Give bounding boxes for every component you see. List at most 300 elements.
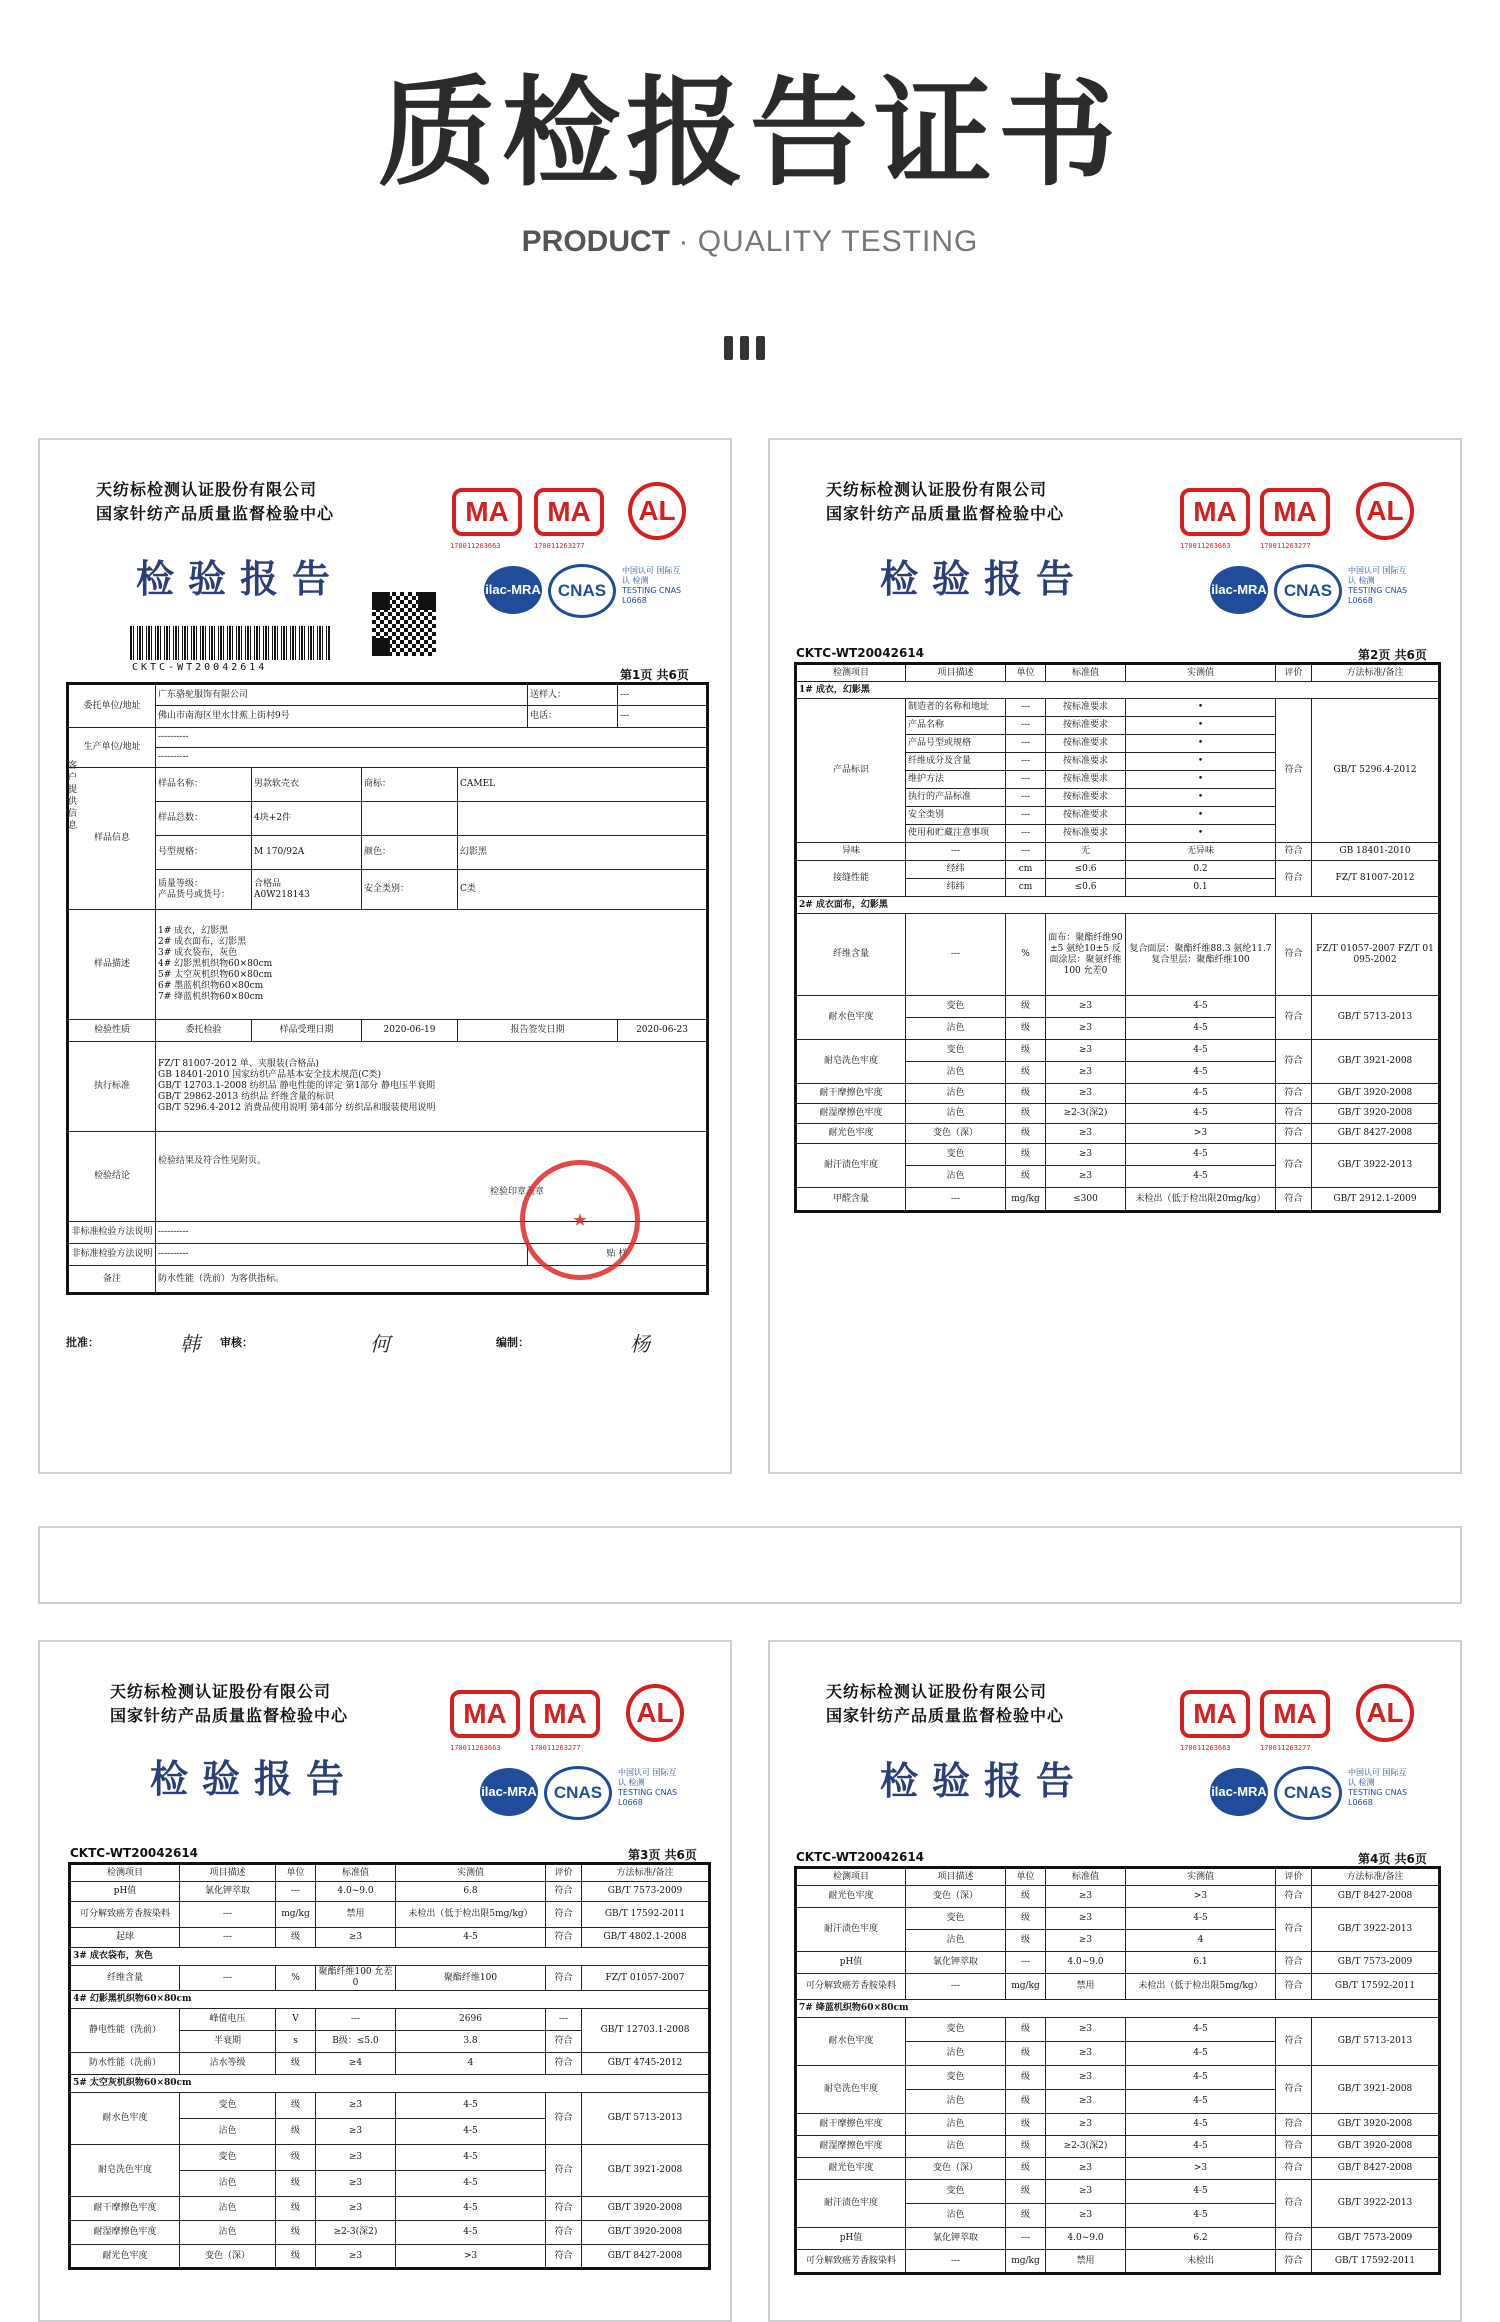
cell: 符合 [1276,2180,1312,2228]
cell: 4-5 [396,2145,546,2171]
cell: 沾色 [906,2204,1006,2228]
cell: 符合 [1276,2114,1312,2136]
cell: 禁用 [1046,1974,1126,2000]
cell: 级 [276,2197,316,2221]
cell: 级 [1006,1062,1046,1084]
subtitle-quality: QUALITY TESTING [697,225,979,258]
cell: 未检出 [1126,2250,1276,2274]
safety-value: C类 [458,870,708,910]
label-row: 安全类别 [906,807,1006,825]
section-row: 3# 成衣袋布，灰色 [70,1948,710,1966]
cell: 沾色 [906,2114,1006,2136]
table-row: 耐汗渍色牢度 [796,1908,906,1952]
fastness-row: 耐光色牢度 [796,1124,906,1144]
cnas-logo: CNAS [1274,1766,1342,1820]
cell: --- [1006,789,1046,807]
cma-logo-2: MA [530,1690,600,1738]
report-table [68,1862,711,2270]
divider-bars [724,336,772,364]
cell: 级 [1006,1084,1046,1104]
client-name: 广东骆驼服饰有限公司 [156,684,528,706]
cell: 符合 [1276,843,1312,861]
std-lines: FZ/T 81007-2012 单、夹服装(合格品) GB 18401-2010 国家纺织产品基本安全技术规范(C类) GB/T 12703.1-2008 纺织品 静电性能的评定 第1部分 静电压半衰期 GB/T 29862-2013 纺织品 纤维含量的标识 GB/T 5296.4-2012 消费品使用说明 第4部分 纺织品和服装使用说明 [156,1042,708,1132]
cell: 未检出（低于检出限5mg/kg） [1126,1974,1276,2000]
cell: ≥3 [316,2171,396,2197]
cell: --- [1006,2228,1046,2250]
cnas-note: 中国认可 国际互认 检测 TESTING CNAS L0668 [622,566,682,605]
cnas-note: 中国认可 国际互认 检测 TESTING CNAS L0668 [618,1768,678,1807]
cell: 级 [1006,2136,1046,2158]
cma-logo: MA [450,1690,520,1738]
cell: mg/kg [276,1902,316,1928]
cell: 变色 [906,996,1006,1018]
cma-logo: MA [1180,488,1250,536]
approve-signature: 韩 [180,1332,200,1356]
name-label: 样品名称： [156,768,252,802]
cma-number-2: 170011263277 [530,1744,581,1752]
cell: 级 [276,2119,316,2145]
cell: 级 [1006,2042,1046,2066]
cell: GB/T 5296.4-2012 [1312,699,1440,843]
cnas-logo: CNAS [1274,564,1342,618]
cell: 级 [1006,2180,1046,2204]
cell: ≥3 [1046,2158,1126,2180]
cell: 4-5 [1126,2204,1276,2228]
cell: 符合 [546,1966,582,1991]
barcode-text: CKTC-WT20042614 [132,662,268,673]
safety-label: 安全类别： [362,870,458,910]
nature-label: 检验性质 [68,1020,156,1042]
cell: 级 [276,2093,316,2119]
fastness-row: 耐汗渍色牢度 [796,1144,906,1188]
label-row: 使用和贮藏注意事项 [906,825,1006,843]
remark-value: 防水性能（洗前）为客供指标。 [156,1266,708,1294]
cell: 变色 [906,1908,1006,1930]
cell: 沾色 [906,2090,1006,2114]
barcode-icon [130,626,330,660]
subtitle-product: PRODUCT [521,225,671,258]
cell: 0.1 [1126,879,1276,897]
cell: --- [906,1974,1006,2000]
cell: >3 [396,2245,546,2269]
cell: 符合 [1276,1084,1312,1104]
cell: 符合 [1276,1188,1312,1212]
cell: 按标准要求 [1046,807,1126,825]
cell: ≥3 [316,2197,396,2221]
cal-logo: AL [1356,1684,1414,1742]
cell: ≥3 [316,2245,396,2269]
report-page-2 [768,438,1462,1474]
cell: GB/T 7573-2009 [1312,2228,1440,2250]
cell: 变色 [906,1040,1006,1062]
cell: ≥3 [1046,2066,1126,2090]
cell: >3 [1126,2158,1276,2180]
cell: 符合 [1276,2018,1312,2066]
cell: --- [1006,1952,1046,1974]
cell: GB/T 8427-2008 [582,2245,710,2269]
cell: 4-5 [1126,1084,1276,1104]
report-number: CKTC-WT20042614 [70,1846,199,1860]
cal-logo: AL [626,1684,684,1742]
cell: 符合 [1276,2136,1312,2158]
cell: 级 [1006,1930,1046,1952]
maker-value: ---------- [156,728,708,748]
table-row: 可分解致癌芳香胺染料 [796,1974,906,2000]
fastness-row: 耐湿摩擦色牢度 [796,1104,906,1124]
cell: --- [1006,843,1046,861]
cell: 4-5 [1126,2114,1276,2136]
col-header: 评价 [1276,664,1312,682]
cell: --- [906,1188,1006,1212]
table-row: 纤维含量 [70,1966,180,1991]
cell: mg/kg [1006,1188,1046,1212]
cell: GB/T 3922-2013 [1312,2180,1440,2228]
cell: 按标准要求 [1046,717,1126,735]
cell: ≥3 [1046,1144,1126,1166]
cell: 纬纬 [906,879,1006,897]
page-title: 质检报告证书 [377,64,1122,202]
cell: ≥3 [316,2145,396,2171]
cell: 4-5 [1126,1062,1276,1084]
cell: 4-5 [1126,2018,1276,2042]
cell: 级 [276,2245,316,2269]
cell: ≥3 [1046,1166,1126,1188]
cell: 符合 [1276,1104,1312,1124]
cell: 级 [1006,2018,1046,2042]
maker-value-2: ---------- [156,748,708,768]
cell: 经纬 [906,861,1006,879]
cell: ≥3 [1046,1124,1126,1144]
section-row: 5# 太空灰机织物60×80cm [70,2075,710,2093]
recv-value: 2020-06-19 [362,1020,458,1042]
cell: 4-5 [1126,2090,1276,2114]
cell: GB 18401-2010 [1312,843,1440,861]
cell: 级 [1006,2114,1046,2136]
cell: 符合 [1276,2250,1312,2274]
cell: ≥2-3(深2) [1046,2136,1126,2158]
cell: --- [1006,825,1046,843]
info-label: 样品信息 [68,768,156,910]
cell: 4 [396,2053,546,2075]
cell: 符合 [1276,1974,1312,2000]
fastness-row: 耐干摩擦色牢度 [70,2197,180,2221]
cell: 符合 [546,2197,582,2221]
cell: ≥3 [1046,2114,1126,2136]
cell: GB/T 3920-2008 [1312,1104,1440,1124]
compile-signature: 杨 [630,1332,650,1356]
conclusion-cell: 检验结果及符合性见附页。 检验印章盖章 [156,1132,708,1222]
cell: 变色（深） [906,1886,1006,1908]
seam-row: 接缝性能 [796,861,906,897]
cell: 符合 [546,2245,582,2269]
cell: 氯化钾萃取 [906,1952,1006,1974]
cell: GB/T 8427-2008 [1312,1886,1440,1908]
separator-box [38,1526,1462,1604]
cnas-note: 中国认可 国际互认 检测 TESTING CNAS L0668 [1348,1768,1408,1807]
odor-row: 异味 [796,843,906,861]
fastness-row: 耐皂洗色牢度 [796,1040,906,1084]
cell: 级 [1006,1018,1046,1040]
cell: GB/T 2912.1-2009 [1312,1188,1440,1212]
nonstd-label-2: 非标准检验方法说明 [68,1244,156,1266]
cell: GB/T 17592-2011 [1312,2250,1440,2274]
report-page-3 [38,1640,732,2322]
color-value: 幻影黑 [458,836,708,870]
org-name: 天纺标检测认证股份有限公司 国家针纺产品质量监督检验中心 [110,1682,349,1725]
label-row: 执行的产品标准 [906,789,1006,807]
grade-cell: 质量等级： 产品货号或货号： [156,870,252,910]
cell: ≥3 [1046,1040,1126,1062]
cma-logo: MA [1180,1690,1250,1738]
table-row: 可分解致癌芳香胺染料 [70,1902,180,1928]
report-table [794,1866,1441,2275]
cell: 级 [1006,2158,1046,2180]
fastness-row: 耐光色牢度 [70,2245,180,2269]
cell: 级 [1006,1908,1046,1930]
cell: 4.0~9.0 [316,1882,396,1902]
cma-number: 170011263663 [1180,542,1231,550]
cell: 4-5 [396,2197,546,2221]
report-page-1 [38,438,732,1474]
cell: 级 [1006,1104,1046,1124]
cell: ≥2-3(深2) [316,2221,396,2245]
cell: FZ/T 01057-2007 FZ/T 01095-2002 [1312,914,1440,996]
cell: ≥3 [316,2093,396,2119]
cell: 变色 [180,2145,276,2171]
recv-label: 样品受理日期 [252,1020,362,1042]
cma-number: 170011263663 [450,542,501,550]
cell: 半衰期 [180,2031,276,2053]
side-label: 客户提供信息 [68,761,78,831]
cell: • [1126,807,1276,825]
label-row: 产品号型或规格 [906,735,1006,753]
name-value: 男款软壳衣 [252,768,362,802]
cell: 级 [1006,2204,1046,2228]
org-name: 天纺标检测认证股份有限公司 国家针纺产品质量监督检验中心 [826,1682,1065,1725]
cell: 沾色 [180,2197,276,2221]
cma-number: 170011263663 [1180,1744,1231,1752]
cell: --- [1006,699,1046,717]
cma-logo: MA [452,488,522,536]
cell: 变色 [906,2066,1006,2090]
cell: >3 [1126,1124,1276,1144]
col-header: 单位 [276,1864,316,1882]
cell: --- [906,2250,1006,2274]
table-row: 可分解致癌芳香胺染料 [796,2250,906,2274]
cell: 符合 [546,2053,582,2075]
cell: 级 [1006,2066,1046,2090]
maker-label: 生产单位/地址 [68,728,156,768]
cell: 沾色 [906,1930,1006,1952]
cell: 按标准要求 [1046,735,1126,753]
cnas-note: 中国认可 国际互认 检测 TESTING CNAS L0668 [1348,566,1408,605]
page-number: 第3页 共6页 [628,1848,697,1862]
desc-label: 样品描述 [68,910,156,1020]
issue-value: 2020-06-23 [618,1020,708,1042]
cell: 级 [276,1928,316,1948]
cell: 4-5 [1126,1018,1276,1040]
cell: 符合 [1276,2066,1312,2114]
fastness-row: 耐湿摩擦色牢度 [796,2136,906,2158]
cell: ≥4 [316,2053,396,2075]
client-label: 委托单位/地址 [68,684,156,728]
approve-label: 批准： [66,1336,99,1349]
cma-number: 170011263663 [450,1744,501,1752]
cell: 3.8 [396,2031,546,2053]
col-header: 评价 [546,1864,582,1882]
table-row: pH值 [796,2228,906,2250]
col-header: 项目描述 [906,1868,1006,1886]
sender-label: 送样人： [528,684,618,706]
cell: 6.1 [1126,1952,1276,1974]
cell: 4-5 [1126,2136,1276,2158]
cell: 4.0~9.0 [1046,1952,1126,1974]
cell: • [1126,735,1276,753]
cell: 符合 [546,2093,582,2145]
cell: • [1126,789,1276,807]
cell: 4-5 [396,2093,546,2119]
cell: mg/kg [1006,2250,1046,2274]
org-name: 天纺标检测认证股份有限公司 国家针纺产品质量监督检验中心 [826,480,1065,523]
cell: ≥2-3(深2) [1046,1104,1126,1124]
cell: 符合 [1276,1886,1312,1908]
qty-label: 样品总数： [156,802,252,836]
cell: --- [1006,771,1046,789]
col-header: 项目描述 [180,1864,276,1882]
col-header: 单位 [1006,1868,1046,1886]
cell: V [276,2009,316,2031]
cell: 按标准要求 [1046,771,1126,789]
sample-mark: 贴 样 [528,1244,708,1266]
cell: --- [316,2009,396,2031]
cell: ≥3 [1046,996,1126,1018]
cell: 级 [1006,1886,1046,1908]
cell: 沾色 [906,2042,1006,2066]
ilac-mra-logo: ilac-MRA [484,566,542,614]
cell: 4-5 [1126,2180,1276,2204]
cell: 4-5 [396,1928,546,1948]
cell: GB/T 3922-2013 [1312,1144,1440,1188]
cell: mg/kg [1006,1974,1046,2000]
qty-value: 4块+2件 [252,802,362,836]
cal-logo: AL [628,482,686,540]
issue-label: 报告签发日期 [458,1020,618,1042]
cell: ≥3 [1046,2180,1126,2204]
cell: GB/T 3921-2008 [1312,2066,1440,2114]
subtitle-separator: · [678,225,690,258]
cell: ≥3 [316,1928,396,1948]
cell: cm [1006,879,1046,897]
cell: ≤0.6 [1046,879,1126,897]
col-header: 标准值 [1046,1868,1126,1886]
cell: GB/T 12703.1-2008 [582,2009,710,2053]
cell: 沾色 [906,1084,1006,1104]
cell: s [276,2031,316,2053]
cell: >3 [1126,1886,1276,1908]
table-row: pH值 [70,1882,180,1902]
cell: 变色（深） [906,2158,1006,2180]
col-header: 检测项目 [796,664,906,682]
cell: 符合 [1276,2228,1312,2250]
nonstd-value-2: ---------- [156,1244,528,1266]
table-row: pH值 [796,1952,906,1974]
cell: 4 [1126,1930,1276,1952]
cell: 6.2 [1126,2228,1276,2250]
cell: 4-5 [1126,2042,1276,2066]
cell: 聚酯纤维100 [396,1966,546,1991]
cell: GB/T 7573-2009 [582,1882,710,1902]
cell: GB/T 8427-2008 [1312,2158,1440,2180]
cell: GB/T 17592-2011 [1312,1974,1440,2000]
cell: % [276,1966,316,1991]
cell: B级：≤5.0 [316,2031,396,2053]
fastness-row: 耐汗渍色牢度 [796,2180,906,2228]
cell: --- [1006,753,1046,771]
section-row: 2# 成衣面布，幻影黑 [796,897,1440,914]
cell: 符合 [1276,1908,1312,1952]
cell: ≥3 [1046,1062,1126,1084]
color-label: 颜色： [362,836,458,870]
cell: 级 [276,2221,316,2245]
cell: 禁用 [316,1902,396,1928]
cell: 沾水等级 [180,2053,276,2075]
cell: 氯化钾萃取 [180,1882,276,1902]
cell: GB/T 8427-2008 [1312,1124,1440,1144]
sender-value: --- [618,684,708,706]
label-row: 产品名称 [906,717,1006,735]
cell: GB/T 3920-2008 [1312,2114,1440,2136]
ilac-mra-logo: ilac-MRA [1210,1768,1268,1816]
cell: • [1126,699,1276,717]
cell: --- [906,843,1006,861]
report-number: CKTC-WT20042614 [796,1850,925,1864]
cell: GB/T 4802.1-2008 [582,1928,710,1948]
cell: 级 [1006,996,1046,1018]
fastness-row: 耐水色牢度 [70,2093,180,2145]
cell: 按标准要求 [1046,789,1126,807]
cell: GB/T 3920-2008 [582,2221,710,2245]
cell: 4-5 [396,2171,546,2197]
ilac-mra-logo: ilac-MRA [1210,566,1268,614]
cma-number-2: 170011263277 [534,542,585,550]
cell: ≥3 [1046,1930,1126,1952]
cell: GB/T 3922-2013 [1312,1908,1440,1952]
cell: ≥3 [1046,1018,1126,1040]
cell: 级 [1006,2090,1046,2114]
cell: 沾色 [906,1104,1006,1124]
col-header: 标准值 [1046,664,1126,682]
label-row: 纤维成分及含量 [906,753,1006,771]
cell: ≥3 [316,2119,396,2145]
cell: 沾色 [906,2136,1006,2158]
cell: 变色 [906,2018,1006,2042]
cell: 无 [1046,843,1126,861]
col-header: 实测值 [1126,664,1276,682]
cell: GB/T 3921-2008 [582,2145,710,2197]
cell: 沾色 [906,1018,1006,1040]
fastness-row: 耐皂洗色牢度 [70,2145,180,2197]
cell: 符合 [1276,1144,1312,1188]
cell: ≤0.6 [1046,861,1126,879]
cell: • [1126,753,1276,771]
fastness-row: 耐干摩擦色牢度 [796,1084,906,1104]
cell: 4-5 [1126,1040,1276,1062]
cell: GB/T 3920-2008 [1312,2136,1440,2158]
ilac-mra-logo: ilac-MRA [480,1768,538,1816]
col-header: 检测项目 [796,1868,906,1886]
cell: 禁用 [1046,2250,1126,2274]
conclusion-label: 检验结论 [68,1132,156,1222]
